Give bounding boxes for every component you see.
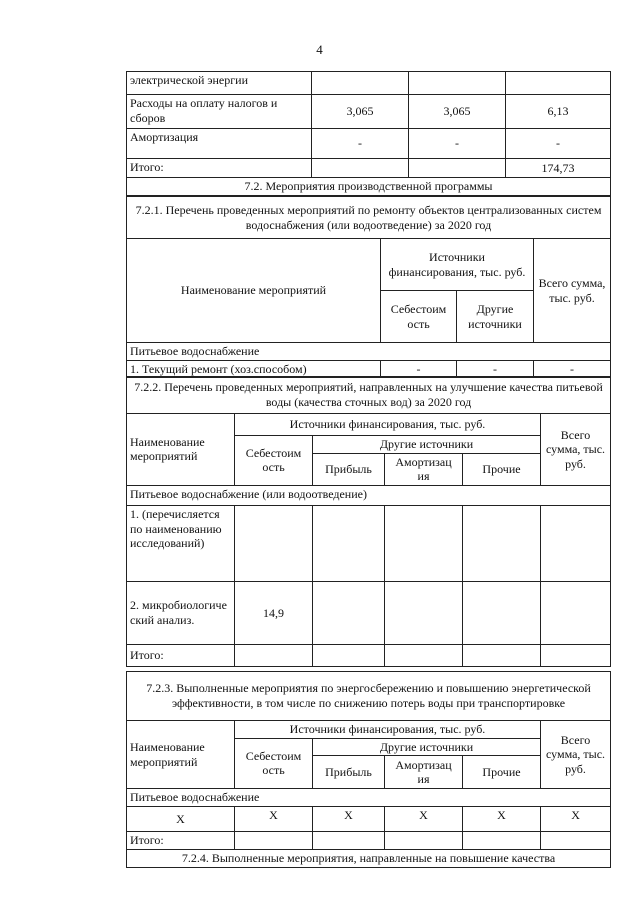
group-label: Питьевое водоснабжение (или водоотведение) [127,485,611,505]
section-7-2-title: 7.2. Мероприятия производственной программы [127,178,611,196]
header-row [127,239,611,291]
cost-value [409,159,506,178]
group-row [127,343,611,361]
col-header-sources: Источники финансирования, тыс. руб. [235,721,541,739]
cost-value [312,72,409,95]
table-row [127,159,611,178]
cost-value: - [506,129,611,159]
cost-value: 174,73 [506,159,611,178]
x-mark: X [385,806,463,831]
cost-value [312,159,409,178]
section-7-2-4-title: 7.2.4. Выполненные мероприятия, направленные на повышение качества [127,849,611,867]
col-header-misc: Прочие [463,453,541,485]
group-row [127,485,611,505]
col-header-other: Другие источники [457,291,534,343]
group-row [127,789,611,807]
table-row [127,581,611,644]
table-row [127,505,611,581]
group-label: Питьевое водоснабжение [127,789,611,807]
group-label: Питьевое водоснабжение [127,343,611,361]
cost-value [409,72,506,95]
col-header-total: Всего сумма, тыс. руб. [534,239,611,343]
table-row [127,129,611,159]
total-row [127,831,611,849]
col-header-sources: Источники финансирования, тыс. руб. [381,239,534,291]
col-header-profit: Прибыль [313,453,385,485]
x-mark: X [313,806,385,831]
cost-value [506,72,611,95]
activity-name: 1. Текущий ремонт (хоз.способом) [127,360,381,378]
x-mark: X [541,806,611,831]
cost-value: - [409,129,506,159]
cost-item-name: электрической энергии [127,72,312,95]
table-row [127,72,611,95]
table-row [127,806,611,831]
total-row [127,644,611,666]
section-7-2-3 [126,671,610,868]
activity-cost: 14,9 [235,581,313,644]
cost-value: 3,065 [312,95,409,129]
col-header-amortization: Амортизац ия [385,453,463,485]
col-header-cost: Себестоим ость [381,291,457,343]
col-header-misc: Прочие [463,756,541,789]
activity-name: 1. (перечисляется по наименованию исследований) [127,505,235,581]
col-header-name: Наименование мероприятий [127,239,381,343]
section-title-row [127,197,611,239]
section-title-row [127,672,611,721]
cost-value: 3,065 [409,95,506,129]
total-label: Итого: [127,644,235,666]
cost-value: 6,13 [506,95,611,129]
section-title-row [127,849,611,867]
activity-cost: - [381,360,457,378]
col-header-cost: Себестоим ость [235,436,313,486]
col-header-cost: Себестоим ость [235,738,313,789]
activity-total: - [534,360,611,378]
table-row [127,95,611,129]
header-row [127,414,611,436]
costs-table [126,71,610,196]
col-header-profit: Прибыль [313,756,385,789]
col-header-other: Другие источники [313,436,541,454]
col-header-amortization: Амортизац ия [385,756,463,789]
activity-name: 2. микробиологиче ский анализ. [127,581,235,644]
x-mark: X [463,806,541,831]
x-mark: X [127,806,235,831]
section-7-2-3-title: 7.2.3. Выполненные мероприятия по энергосбережению и повышению энергетической эффективности, в том числе по снижению потерь воды при транспортировке [127,672,611,721]
section-7-2-1 [126,196,610,378]
total-label: Итого: [127,831,235,849]
col-header-total: Всего сумма, тыс. руб. [541,721,611,789]
page-number: 4 [316,42,323,57]
x-mark: X [235,806,313,831]
col-header-total: Всего сумма, тыс. руб. [541,414,611,486]
cost-item-name: Амортизация [127,129,312,159]
col-header-name: Наименование мероприятий [127,414,235,486]
activity-other: - [457,360,534,378]
section-7-2-1-title: 7.2.1. Перечень проведенных мероприятий по ремонту объектов централизованных систем водоснабжения (или водоотведение) за 2020 год [127,197,611,239]
cost-item-name: Итого: [127,159,312,178]
section-title-row [127,377,611,414]
col-header-sources: Источники финансирования, тыс. руб. [235,414,541,436]
col-header-other: Другие источники [313,738,541,756]
cost-item-name: Расходы на оплату налогов и сборов [127,95,312,129]
col-header-name: Наименование мероприятий [127,721,235,789]
section-title-row [127,178,611,196]
header-row [127,721,611,739]
cost-value: - [312,129,409,159]
section-7-2-2 [126,376,610,667]
section-7-2-2-title: 7.2.2. Перечень проведенных мероприятий, направленных на улучшение качества питьевой воды (качества сточных вод) за 2020 год [127,377,611,414]
